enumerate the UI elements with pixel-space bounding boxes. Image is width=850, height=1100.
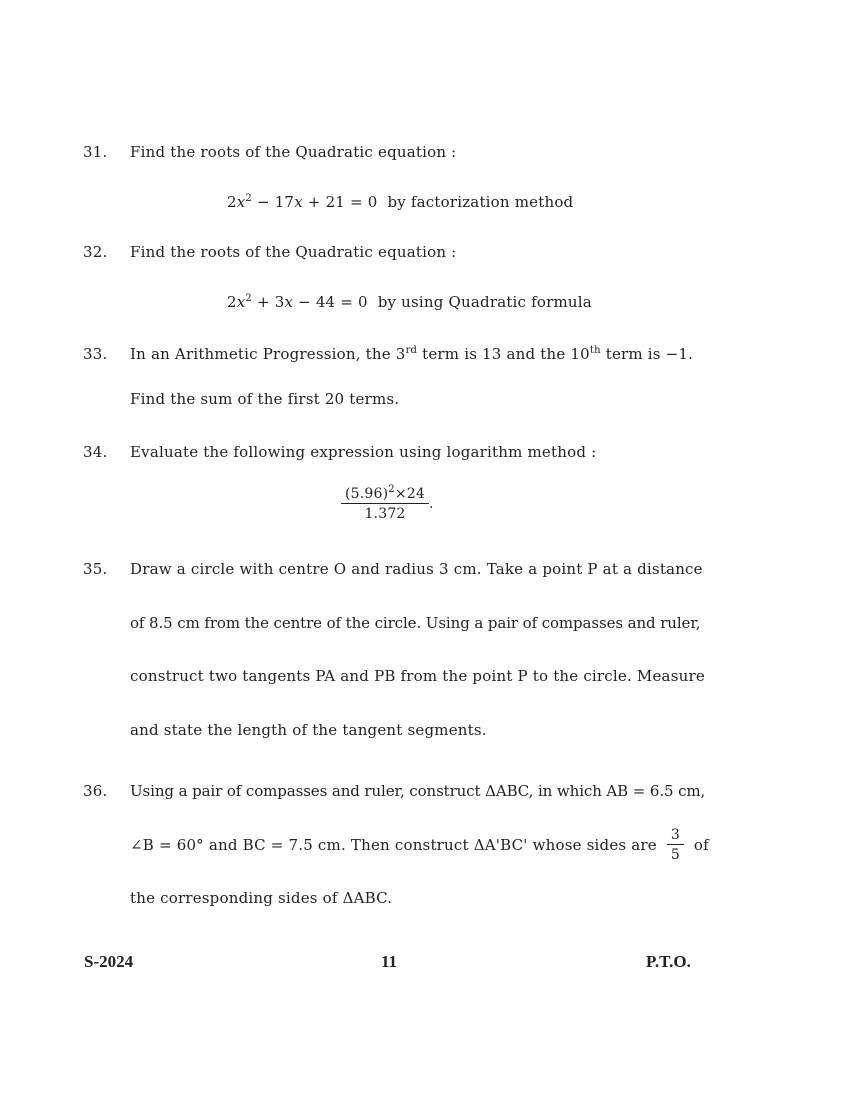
question-text-line-1: Draw a circle with centre O and radius 3 cm. Take a point P at a distance [130, 560, 703, 578]
question-text-line-3: the corresponding sides of ΔABC. [130, 889, 393, 907]
question-number: 34. [83, 443, 108, 461]
fraction [341, 486, 429, 522]
quadratic-equation: $2x^2 + 3x - 44 = 0$ by using Quadratic formula [227, 293, 592, 311]
question-text-line-1: Using a pair of compasses and ruler, construct ΔABC, in which AB = 6.5 cm, [130, 782, 706, 800]
question-number: 33. [83, 345, 108, 363]
question-text-line-1: In an Arithmetic Progression, the 3rd term is 13 and the 10th term is −1. [130, 345, 694, 363]
fraction-numerator: $(5.96)^2\times 24$ [341, 486, 429, 504]
ratio-fraction [667, 827, 684, 863]
fraction-denominator: 1.372 [364, 506, 406, 522]
please-turn-over: P.T.O. [646, 952, 691, 971]
question-number: 35. [83, 560, 108, 578]
question-text: Find the roots of the Quadratic equation : [130, 143, 457, 161]
ratio-denominator: 5 [670, 847, 680, 863]
question-number: 36. [83, 782, 108, 800]
question-text-line-2: of 8.5 cm from the centre of the circle. Using a pair of compasses and ruler, [130, 614, 701, 632]
question-text-line-2: Find the sum of the first 20 terms. [130, 390, 400, 408]
paper-code: S-2024 [84, 952, 134, 971]
page-number: 11 [381, 952, 398, 971]
ratio-numerator: 3 [667, 827, 684, 845]
question-text-line-3: construct two tangents PA and PB from the point P to the circle. Measure [130, 667, 705, 685]
method-text: by factorization method [387, 193, 574, 211]
question-number: 32. [83, 243, 108, 261]
method-text: by using Quadratic formula [377, 293, 592, 311]
question-text: Find the roots of the Quadratic equation : [130, 243, 457, 261]
question-number: 31. [83, 143, 108, 161]
question-text: Evaluate the following expression using logarithm method : [130, 443, 597, 461]
question-text-line-2: ∠B = 60° and BC = 7.5 cm. Then construct ΔA'BC' whose sides are $\frac{3}{5}$ of [130, 827, 709, 863]
question-text-line-4: and state the length of the tangent segments. [130, 721, 487, 739]
log-expression: $\frac{(5.96)^2\times 24}{1.372}$ . [341, 486, 434, 522]
quadratic-equation: $2x^2 - 17x + 21 = 0$ by factorization method [227, 193, 574, 211]
